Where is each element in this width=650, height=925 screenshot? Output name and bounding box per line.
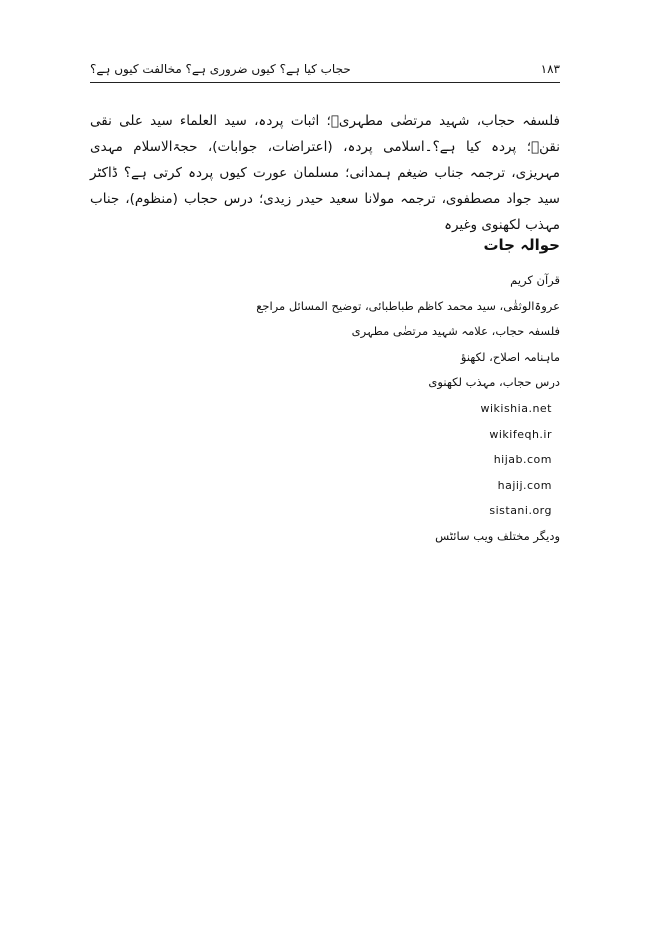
reference-item: عروۃالوثقٰی، سید محمد کاظم طباطبائی، توضیح المسائل مراجع xyxy=(256,298,560,313)
references-heading: حوالہ جات xyxy=(483,236,560,254)
reference-url: hijab.com xyxy=(493,453,552,467)
reference-item: درس حجاب، مہذب لکھنوی xyxy=(428,375,560,390)
reference-url: sistani.org xyxy=(489,504,552,518)
running-title: حجاب کیا ہے؟ کیوں ضروری ہے؟ مخالفت کیوں ہے؟ xyxy=(90,62,351,76)
reference-url: wikishia.net xyxy=(480,401,552,415)
reference-item: قرآن کریم xyxy=(510,273,560,287)
body-paragraph: فلسفہ حجاب، شہید مرتضٰی مطہریؒ؛ اثبات پردہ، سید العلماء سید علی نقی نقنؒ؛ پردہ کیا ہے؟۔اسلامی پردہ، (اعتراضات، جوابات)، حجۃالاسلام مہدی مہریزی، ترجمہ جناب ضیغم ہمدانی؛ مسلمان عورت کیوں پردہ کرتی ہے؟ ڈاکٹر سید جواد مصطفوی، ترجمہ مولانا سعید حیدر زیدی؛ درس حجاب (منظوم)، جناب مہذب لکھنوی وغیرہ xyxy=(90,113,560,233)
references-list xyxy=(240,268,560,550)
running-header xyxy=(90,62,560,82)
header-rule xyxy=(90,82,560,83)
reference-url: wikifeqh.ir xyxy=(489,427,552,441)
reference-item: ودیگر مختلف ویب سائٹس xyxy=(435,528,560,543)
page-number: ۱۸۳ xyxy=(540,62,560,76)
reference-item: فلسفہ حجاب، علامہ شہید مرتضٰی مطہری xyxy=(351,324,560,339)
reference-url: hajij.com xyxy=(497,478,552,492)
reference-item: ماہنامہ اصلاح، لکھنؤ xyxy=(460,349,560,364)
